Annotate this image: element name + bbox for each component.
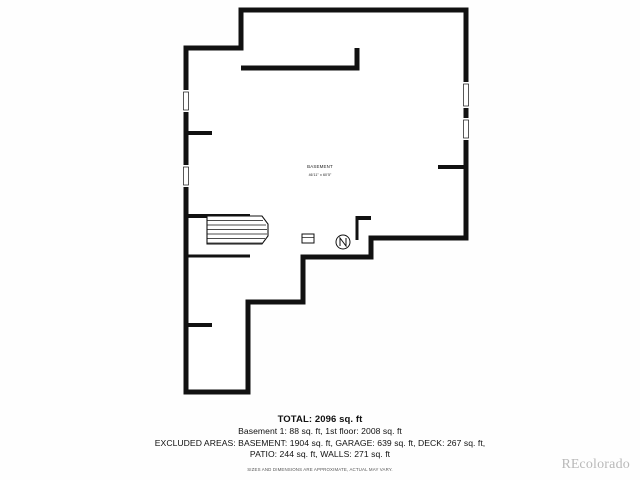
excluded-areas-line1: EXCLUDED AREAS: BASEMENT: 1904 sq. ft, GARAGE: 639 sq. ft, DECK: 267 sq. ft, <box>154 437 486 448</box>
area-breakdown: Basement 1: 88 sq. ft, 1st floor: 2008 sq. ft <box>238 426 402 436</box>
watermark-prefix: RE <box>561 457 580 472</box>
stairs-icon <box>207 216 268 244</box>
disclaimer-text: SIZES AND DIMENSIONS ARE APPROXIMATE, ACTUAL MAY VARY. <box>247 466 393 472</box>
watermark <box>562 457 630 473</box>
total-area: TOTAL: 2096 sq. ft <box>277 414 363 425</box>
room-dimensions: 46'11" x 60'5" <box>308 173 332 177</box>
mechanical-fixtures <box>302 234 314 243</box>
exterior-walls <box>186 10 466 392</box>
north-arrow-icon <box>336 235 350 249</box>
caption-block <box>0 414 640 472</box>
watermark-suffix: colorado <box>579 457 630 472</box>
room-name: BASEMENT <box>307 164 333 169</box>
excluded-areas-line2: PATIO: 244 sq. ft, WALLS: 271 sq. ft <box>249 449 391 459</box>
